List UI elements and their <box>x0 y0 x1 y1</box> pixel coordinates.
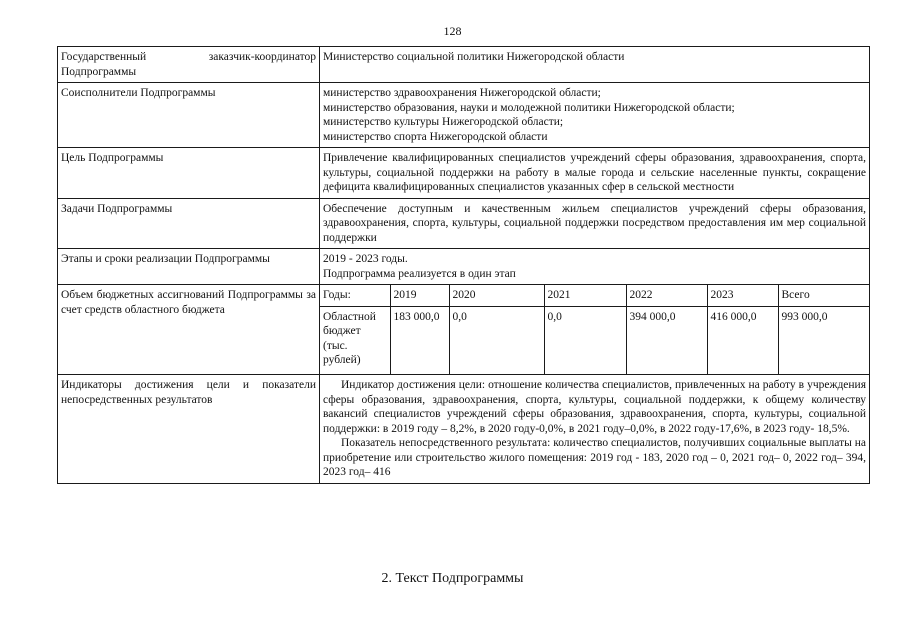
indicator-goal-paragraph: Индикатор достижения цели: отношение количества специалистов, привлеченных на работу в учреждения сферы образования, здравоохранения, спорта, культуры, социальной поддержки, к общему количеству вакансий специалистов учреждений сферы образования, здравоохранения, спорта, культуры, социальной поддержки: в 2019 году – 8,2%, в 2020 году-0,0%, в 2021 году–0,0%, в 2022 году-17,6%, в 2023 году- 18,5%. <box>323 379 866 435</box>
value-coexecutors <box>320 83 870 148</box>
label-stages: Этапы и сроки реализации Подпрограммы <box>58 249 320 285</box>
row-customer <box>58 47 870 83</box>
row-stages <box>58 249 870 285</box>
row-goal <box>58 148 870 199</box>
value-customer: Министерство социальной политики Нижегородской области <box>320 47 870 83</box>
coexecutor-item: министерство здравоохранения Нижегородской области; <box>323 87 601 99</box>
row-budget <box>58 285 870 375</box>
label-customer <box>58 47 320 83</box>
label-budget: Объем бюджетных ассигнований Подпрограммы за счет средств областного бюджета <box>58 285 320 375</box>
value-stages <box>320 249 870 285</box>
budget-header-total: Всего <box>778 285 869 306</box>
budget-values-row <box>320 306 869 374</box>
page-number: 128 <box>443 24 462 38</box>
coexecutor-item: министерство спорта Нижегородской области <box>323 130 548 143</box>
budget-value-2023: 416 000,0 <box>707 306 778 374</box>
row-coexecutors <box>58 83 870 148</box>
indicator-result-paragraph: Показатель непосредственного результата: количество специалистов, получивших социальные выплаты на приобретение или строительство жилого помещения: 2019 год - 183, 2020 год – 0, 2021 год– 0, 2022 год– 394, 2023 год– 416 <box>323 437 866 478</box>
section-title: 2. Текст Подпрограммы <box>381 571 524 586</box>
subprogram-passport-table <box>57 46 870 484</box>
budget-table <box>320 285 869 374</box>
value-goal: Привлечение квалифицированных специалистов учреждений сферы образования, здравоохранения, спорта, культуры, социальной поддержки на работу в малые города и сельские населенные пункты, сокращение дефицита квалифицированных специалистов указанных сфер в сельской местности <box>320 148 870 199</box>
label-customer-line1: Государственный заказчик-координатор <box>61 51 316 63</box>
budget-value-total: 993 000,0 <box>778 306 869 374</box>
budget-value-2020: 0,0 <box>449 306 544 374</box>
coexecutor-item: министерство образования, науки и молодежной политики Нижегородской области; <box>323 101 735 114</box>
label-coexecutors: Соисполнители Подпрограммы <box>58 83 320 148</box>
row-indicators <box>58 375 870 484</box>
budget-header-2022: 2022 <box>626 285 707 306</box>
budget-header-years: Годы: <box>320 285 390 306</box>
stages-period: 2019 - 2023 годы. <box>323 253 408 265</box>
label-customer-line2: Подпрограммы <box>61 65 137 78</box>
value-indicators <box>320 375 870 484</box>
row-tasks <box>58 198 870 249</box>
budget-header-2023: 2023 <box>707 285 778 306</box>
budget-value-2022: 394 000,0 <box>626 306 707 374</box>
budget-row-label: Областной бюджет (тыс. рублей) <box>320 306 390 374</box>
budget-header-2021: 2021 <box>544 285 626 306</box>
budget-value-2019: 183 000,0 <box>390 306 449 374</box>
label-indicators: Индикаторы достижения цели и показатели непосредственных результатов <box>58 375 320 484</box>
label-tasks: Задачи Подпрограммы <box>58 198 320 249</box>
stages-note: Подпрограмма реализуется в один этап <box>323 267 516 280</box>
label-goal: Цель Подпрограммы <box>58 148 320 199</box>
budget-header-2020: 2020 <box>449 285 544 306</box>
coexecutor-item: министерство культуры Нижегородской области; <box>323 116 564 128</box>
budget-value-2021: 0,0 <box>544 306 626 374</box>
budget-header-row <box>320 285 869 306</box>
value-tasks: Обеспечение доступным и качественным жильем специалистов учреждений сферы образования, здравоохранения, спорта, культуры, социальной поддержки посредством предоставления им мер социальной поддержки <box>320 198 870 249</box>
budget-header-2019: 2019 <box>390 285 449 306</box>
value-budget <box>320 285 870 375</box>
